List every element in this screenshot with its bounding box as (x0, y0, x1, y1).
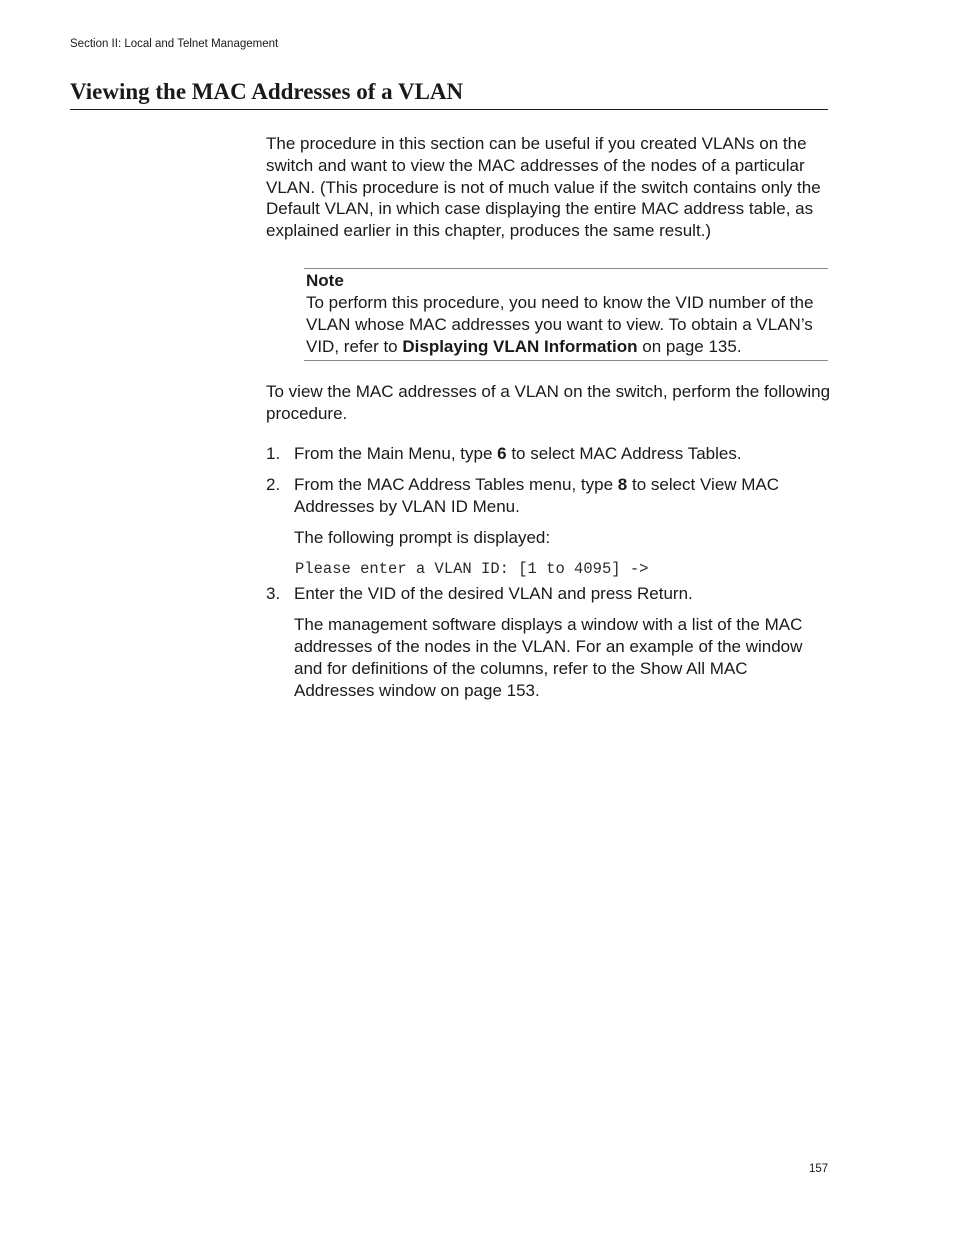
note-cross-reference: Displaying VLAN Information (402, 336, 638, 356)
step-text-after: to select View MAC Addresses by VLAN ID Menu. (294, 475, 780, 517)
step-number: 3. (266, 584, 281, 604)
step-3 (266, 583, 831, 605)
intro-paragraph: The procedure in this section can be useful if you created VLANs on the switch and want to view the MAC addresses of the nodes of a particular VLAN. (This procedure is not of much value if the switch contains only the Default VLAN, in which case displaying the entire MAC address table, as explained earlier in this chapter, produces the same result.) (266, 134, 821, 241)
step-key: 8 (617, 475, 628, 495)
vlan-id-prompt: Please enter a VLAN ID: [1 to 4095] -> (295, 560, 649, 579)
step-2 (266, 474, 831, 518)
procedure-steps (266, 443, 831, 702)
step-2-followup: The following prompt is displayed: (294, 528, 551, 548)
step-text-after: to select MAC Address Tables. (506, 444, 742, 463)
step-number: 2. (266, 475, 281, 495)
running-header: Section II: Local and Telnet Management (70, 38, 279, 50)
note-title: Note (306, 271, 344, 290)
note-text-after: on page 135. (637, 336, 742, 356)
page-number: 157 (809, 1163, 829, 1175)
step-key: 6 (497, 444, 507, 463)
step-3-followup: The management software displays a window with a list of the MAC addresses of the nodes in the VLAN. For an example of the window and for definitions of the columns, refer to the Show All MAC Addresses window on page 153. (294, 615, 803, 700)
section-title: Viewing the MAC Addresses of a VLAN (70, 76, 828, 110)
note-text-before: To perform this procedure, you need to know the VID number of the VLAN whose MAC addresses you want to view. To obtain a VLAN’s VID, refer to (306, 293, 814, 356)
step-1 (266, 443, 831, 465)
step-text-before: From the Main Menu, type (294, 444, 498, 463)
step-number: 1. (266, 444, 281, 463)
note-box (304, 268, 828, 361)
step-text: Enter the VID of the desired VLAN and press Return. (294, 584, 693, 604)
step-text-before: From the MAC Address Tables menu, type (294, 475, 618, 495)
note-text (306, 292, 828, 357)
procedure-lead-paragraph: To view the MAC addresses of a VLAN on the switch, perform the following procedure. (266, 382, 831, 423)
